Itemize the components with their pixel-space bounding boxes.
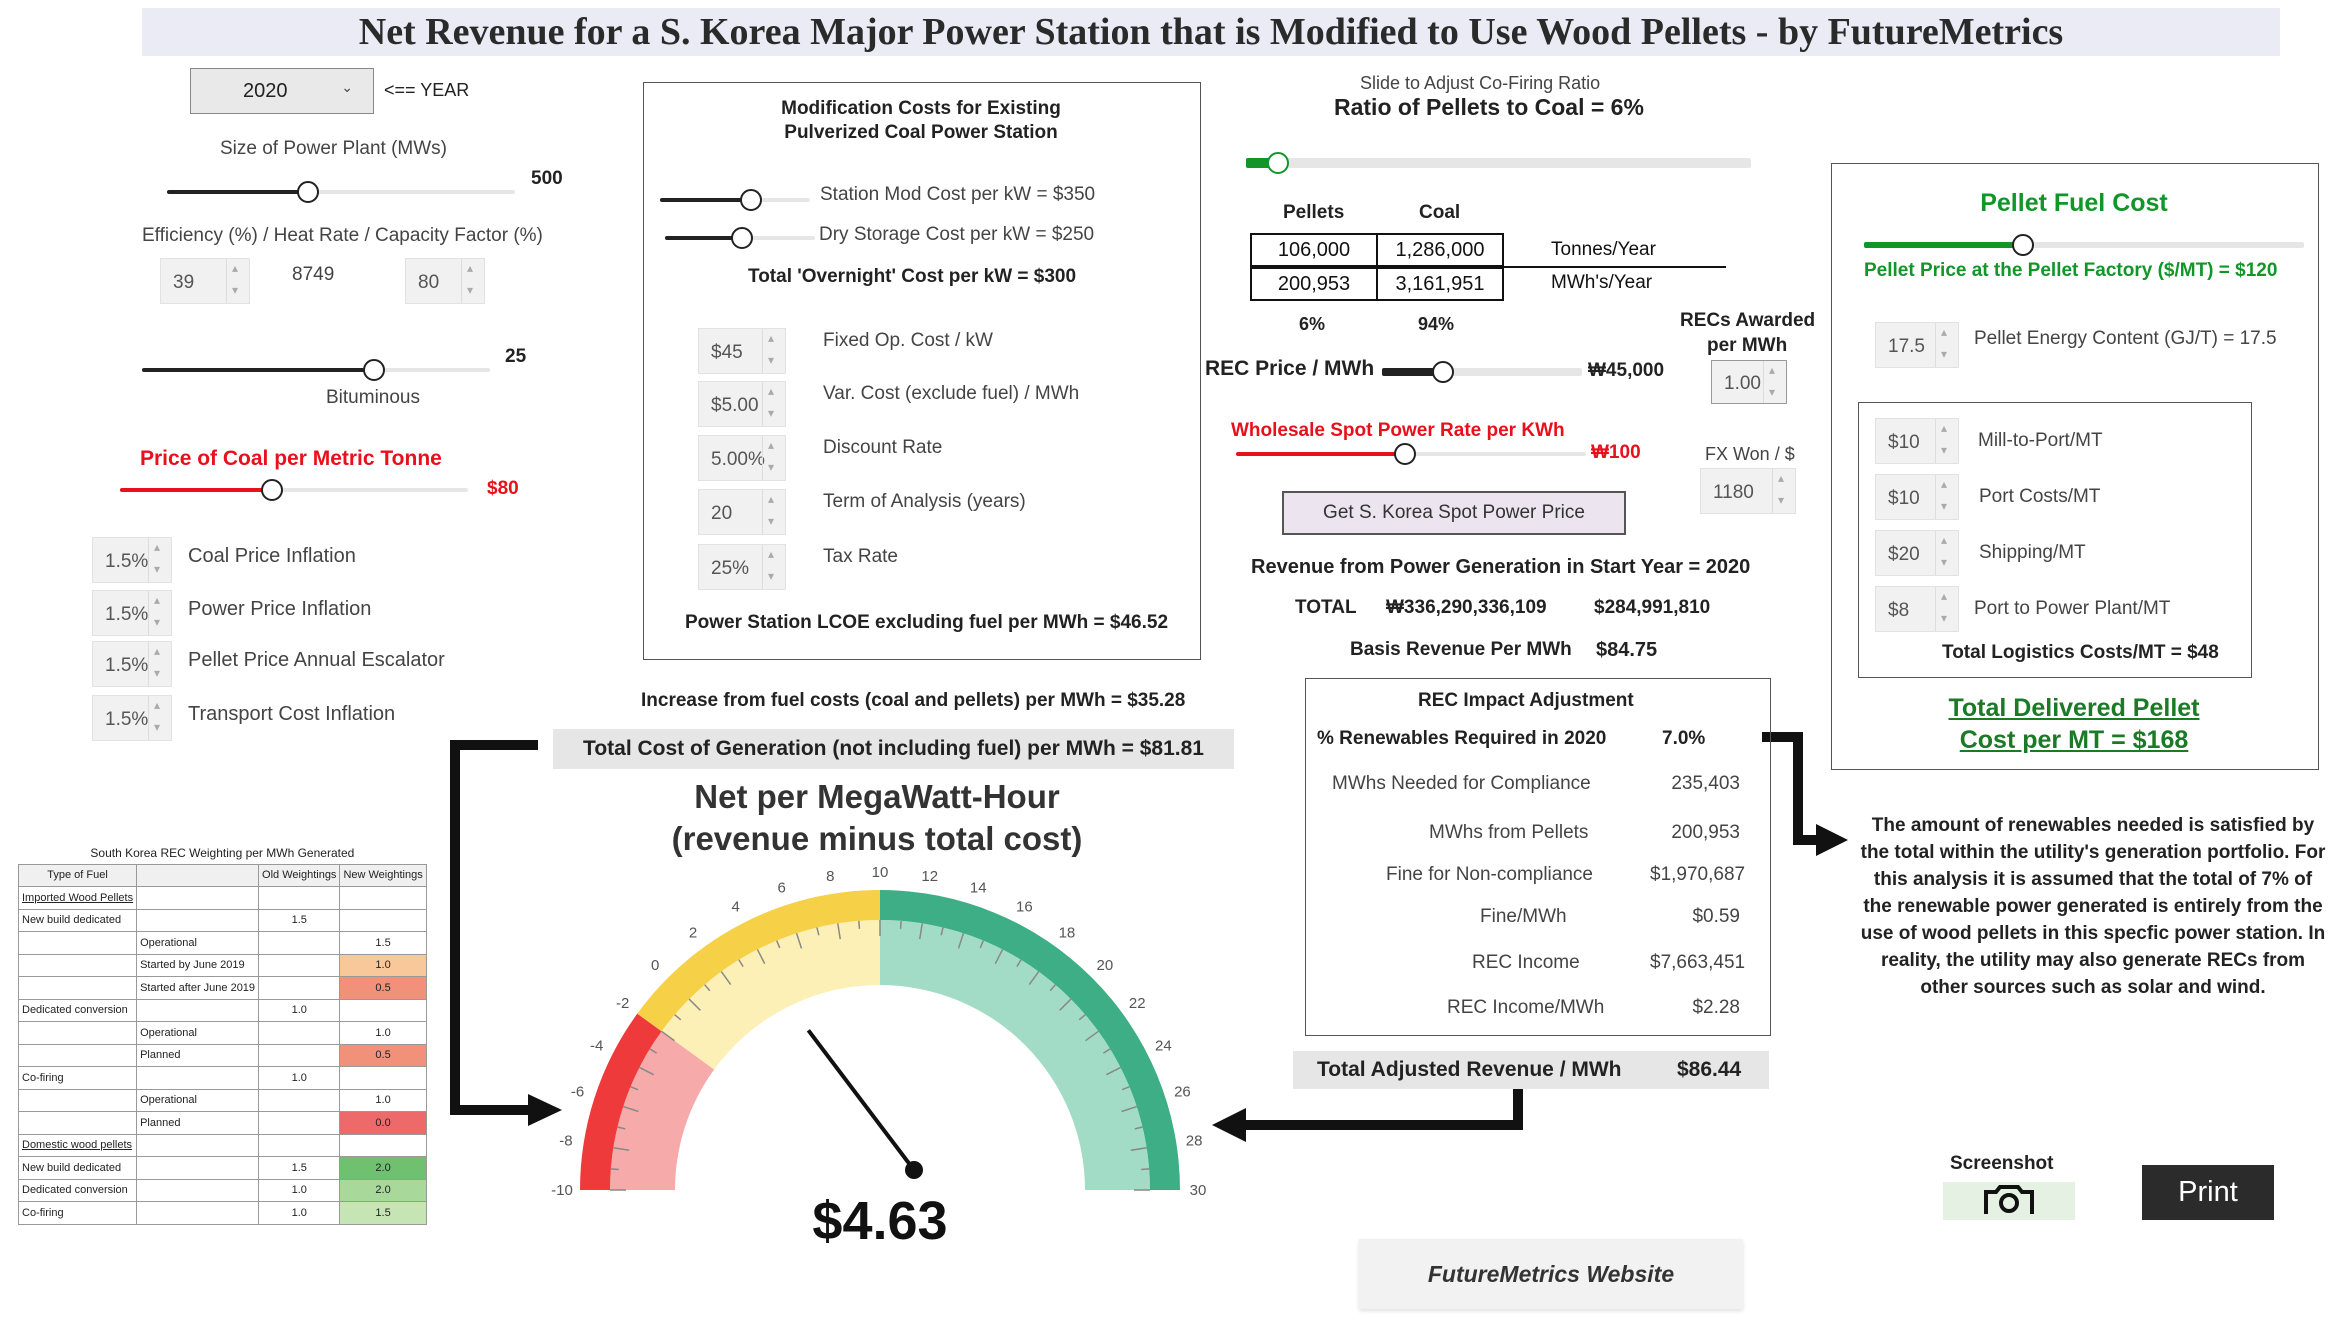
inflation-spinner[interactable]: 1.5% ▴ ▾	[92, 695, 172, 741]
rec-table-cell	[340, 999, 426, 1022]
rec-price-label: REC Price / MWh	[1205, 357, 1375, 380]
rec-table-row	[19, 1044, 427, 1067]
rec-table-row	[19, 1067, 427, 1090]
gauge-needle	[808, 1030, 914, 1170]
gauge-tick-label: 12	[921, 867, 939, 885]
efficiency-label: Efficiency (%) / Heat Rate / Capacity Factor (%)	[142, 225, 543, 246]
rec-table-row	[19, 1202, 427, 1225]
revenue-total-won: ₩336,290,336,109	[1386, 597, 1547, 618]
adjusted-revenue-value: $86.44	[1677, 1058, 1742, 1081]
logistics-spinner[interactable]: $8 ▴ ▾	[1875, 586, 1959, 632]
rec-table-cell: 1.0	[259, 999, 340, 1022]
rec-impact-value: 200,953	[1671, 822, 1740, 843]
pellet-title: Pellet Fuel Cost	[1980, 189, 2168, 217]
year-label: <== YEAR	[384, 80, 470, 100]
basis-revenue-value: $84.75	[1596, 639, 1658, 661]
overnight-cost: Total 'Overnight' Cost per kW = $300	[748, 266, 1077, 287]
fx-spinner[interactable]: 1180 ▴ ▾	[1700, 468, 1796, 514]
plant-size-value: 500	[531, 168, 563, 189]
arrow-cost-to-gauge	[440, 730, 580, 1130]
rec-impact-value: $0.59	[1692, 906, 1740, 927]
gauge-title-1: Net per MegaWatt-Hour	[694, 778, 1060, 815]
plant-size-label: Size of Power Plant (MWs)	[220, 138, 447, 159]
rec-table-cell: 1.0	[340, 954, 426, 977]
rec-table-cell: Planned	[137, 1112, 259, 1135]
rec-table-cell	[19, 1112, 137, 1135]
table-rule	[1500, 266, 1726, 268]
plant-size-slider[interactable]	[167, 190, 515, 194]
coal-price-slider[interactable]	[120, 488, 468, 492]
recs-label-1: RECs Awarded	[1680, 310, 1816, 331]
renewables-note: The amount of renewables needed is satisfied by the total within the utility's generation portfolio. For this analysis it is assumed that the total of 7% of the renewable power generated is entirely from the use of wood pellets in this specfic power station. In reality, the utility may also generate RECs from other sources such as solar and wind.	[1860, 815, 2326, 998]
gauge-tick-label: 24	[1154, 1037, 1172, 1055]
rec-table-row	[19, 1089, 427, 1112]
gauge-tick-label: -4	[589, 1037, 604, 1055]
adjusted-revenue	[1293, 1051, 1769, 1089]
rec-impact-label: Fine for Non-compliance	[1386, 864, 1593, 885]
coal-price-value: $80	[487, 478, 519, 499]
rec-table-cell: 0.5	[340, 977, 426, 1000]
rec-table-row	[19, 1179, 427, 1202]
revenue-total-usd: $284,991,810	[1594, 597, 1711, 618]
mod-param-spinner[interactable]: $5.00 ▴ ▾	[698, 381, 786, 427]
gauge-tick-label: 16	[1016, 898, 1033, 916]
rec-price-slider[interactable]	[1382, 368, 1582, 376]
rec-table-cell: 1.0	[340, 1089, 426, 1112]
total-cost-label: Total Cost of Generation (not including fuel) per MWh = $81.81	[553, 729, 1234, 769]
delivered-cost-2: Cost per MT = $168	[1959, 726, 2189, 754]
station-mod-slider[interactable]	[660, 198, 810, 202]
logistics-label: Shipping/MT	[1979, 542, 2086, 563]
fuel-increase-label: Increase from fuel costs (coal and pellets) per MWh = $35.28	[641, 690, 1186, 711]
gauge-tick-label: 14	[969, 879, 987, 897]
tonnes-label: Tonnes/Year	[1551, 239, 1656, 260]
print-button[interactable]: Print	[2142, 1165, 2274, 1220]
arrow-revenue-to-gauge	[1200, 1080, 1540, 1160]
mod-title-1: Modification Costs for Existing	[781, 98, 1061, 119]
inflation-spinner[interactable]: 1.5% ▴ ▾	[92, 537, 172, 583]
year-value: 2020	[243, 80, 288, 102]
mwh-label: MWh's/Year	[1551, 272, 1653, 293]
rec-table-cell: 2.0	[340, 1157, 426, 1180]
net-revenue-gauge	[540, 860, 1220, 1220]
mod-param-spinner[interactable]: 25% ▴ ▾	[698, 544, 786, 590]
rec-table-cell	[259, 1112, 340, 1135]
rec-table-header	[137, 864, 259, 887]
logistics-spinner[interactable]: $10 ▴ ▾	[1875, 418, 1959, 464]
coal-type-slider[interactable]	[142, 368, 490, 372]
gauge-tick	[859, 921, 860, 929]
cofire-ratio-slider[interactable]	[1246, 158, 1751, 168]
rec-table-cell: 1.0	[259, 1179, 340, 1202]
mod-param-spinner[interactable]: 20 ▴ ▾	[698, 489, 786, 535]
rec-table-row	[19, 932, 427, 955]
rec-impact-label: REC Income/MWh	[1447, 997, 1605, 1018]
rec-table-cell	[137, 1067, 259, 1090]
mod-param-label: Term of Analysis (years)	[823, 491, 1026, 512]
rec-table-cell	[259, 1134, 340, 1157]
renewables-label: % Renewables Required in 2020	[1317, 728, 1607, 749]
gauge-tick-label: 28	[1185, 1132, 1203, 1150]
rec-table-cell: Started after June 2019	[137, 977, 259, 1000]
rec-table-cell: 1.0	[340, 1022, 426, 1045]
rec-table-cell: New build dedicated	[19, 1157, 137, 1180]
rec-table-cell: Domestic wood pellets	[19, 1134, 137, 1157]
rec-table-cell	[137, 909, 259, 932]
logistics-total: Total Logistics Costs/MT = $48	[1942, 642, 2219, 663]
rec-table-row	[19, 977, 427, 1000]
capacity-factor-spinner[interactable]: 80 ▴ ▾	[405, 258, 485, 304]
rec-table-cell: 2.0	[340, 1179, 426, 1202]
rec-table-cell: New build dedicated	[19, 909, 137, 932]
rec-impact-value: $2.28	[1692, 997, 1740, 1018]
rec-table-cell	[259, 977, 340, 1000]
rec-table-cell	[137, 1179, 259, 1202]
rec-table-cell	[259, 954, 340, 977]
rec-table-cell: 1.5	[340, 932, 426, 955]
rec-table-cell: Operational	[137, 932, 259, 955]
gauge-tick-label: 18	[1058, 924, 1076, 942]
screenshot-button[interactable]	[1943, 1182, 2075, 1220]
gauge-tick	[1141, 1169, 1149, 1170]
adjusted-revenue-label: Total Adjusted Revenue / MWh	[1317, 1058, 1622, 1081]
pellet-price-slider[interactable]	[1864, 242, 2304, 248]
mod-param-label: Tax Rate	[823, 546, 898, 567]
recs-label-2: per MWh	[1707, 335, 1788, 356]
rec-table-cell	[19, 932, 137, 955]
inflation-label: Power Price Inflation	[188, 598, 372, 620]
revenue-heading: Revenue from Power Generation in Start Year = 2020	[1251, 556, 1751, 578]
gauge-tick-label: -8	[559, 1132, 573, 1150]
coal-type-label: Bituminous	[326, 387, 420, 408]
rec-table-row	[19, 999, 427, 1022]
efficiency-spinner[interactable]: 39 ▴ ▾	[160, 258, 250, 304]
rec-impact-value: $7,663,451	[1650, 952, 1746, 973]
heat-rate-value: 8749	[292, 264, 335, 285]
rec-table-cell: Co-firing	[19, 1202, 137, 1225]
pellet-mwh: 200,953	[1250, 267, 1378, 301]
gauge-tick-label: 6	[777, 879, 786, 897]
inflation-spinner[interactable]: 1.5% ▴ ▾	[92, 641, 172, 687]
rec-table-cell	[19, 1044, 137, 1067]
gauge-tick-label: -6	[570, 1083, 585, 1101]
mod-param-spinner[interactable]: 5.00% ▴ ▾	[698, 435, 786, 481]
rec-table-cell: 1.5	[259, 909, 340, 932]
spot-rate-slider[interactable]	[1236, 452, 1586, 456]
rec-impact-label: MWhs from Pellets	[1429, 822, 1589, 843]
gauge-tick-label: 2	[688, 924, 698, 942]
inflation-label: Coal Price Inflation	[188, 545, 356, 567]
logistics-label: Port Costs/MT	[1979, 486, 2101, 507]
mod-param-label: Discount Rate	[823, 437, 943, 458]
logistics-spinner[interactable]: $10 ▴ ▾	[1875, 474, 1959, 520]
fx-label: FX Won / $	[1705, 444, 1795, 464]
rec-table-cell	[340, 1067, 426, 1090]
gauge-tick	[611, 1169, 619, 1170]
basis-revenue-label: Basis Revenue Per MWh	[1350, 639, 1572, 660]
logistics-label: Port to Power Plant/MT	[1974, 598, 2171, 619]
pellet-energy-spinner[interactable]: 17.5 ▴ ▾	[1875, 322, 1959, 368]
chevron-down-icon: ⌄	[341, 79, 353, 95]
delivered-cost-1: Total Delivered Pellet	[1948, 694, 2200, 722]
rec-table-cell: 0.0	[340, 1112, 426, 1135]
page-title: Net Revenue for a S. Korea Major Power Station that is Modified to Use Wood Pellets - by FutureMetrics	[142, 8, 2280, 56]
rec-table-cell	[340, 1134, 426, 1157]
rec-table-cell	[340, 909, 426, 932]
gauge-title-2: (revenue minus total cost)	[671, 820, 1083, 857]
gauge-tick-label: 0	[650, 957, 660, 975]
station-mod-label: Station Mod Cost per kW = $350	[820, 184, 1096, 205]
camera-icon	[1974, 1184, 2044, 1218]
col-pellets: Pellets	[1283, 202, 1345, 223]
coal-price-label: Price of Coal per Metric Tonne	[140, 447, 442, 470]
rec-impact-label: REC Income	[1472, 952, 1580, 973]
rec-table-cell	[137, 1134, 259, 1157]
gauge-tick-label: 20	[1096, 957, 1114, 975]
rec-table-cell: Started by June 2019	[137, 954, 259, 977]
inflation-spinner[interactable]: 1.5% ▴ ▾	[92, 590, 172, 636]
rec-impact-label: Fine/MWh	[1480, 906, 1567, 927]
gauge-tick-label: 10	[871, 864, 889, 881]
gauge-tick-label: -2	[616, 995, 630, 1013]
gauge-tick-label: 26	[1174, 1083, 1191, 1101]
get-spot-price-button[interactable]: Get S. Korea Spot Power Price	[1282, 491, 1626, 535]
rec-table-cell	[19, 954, 137, 977]
rec-table-header: Type of Fuel	[19, 864, 137, 887]
mod-param-label: Var. Cost (exclude fuel) / MWh	[823, 383, 1080, 404]
rec-table-row	[19, 909, 427, 932]
rec-table-cell	[137, 1157, 259, 1180]
rec-table-cell	[137, 999, 259, 1022]
rec-impact-title: REC Impact Adjustment	[1418, 690, 1634, 711]
rec-impact-value: 235,403	[1671, 773, 1740, 794]
mod-param-label: Fixed Op. Cost / kW	[823, 330, 993, 351]
rec-table-cell	[259, 887, 340, 910]
rec-table-cell	[19, 977, 137, 1000]
rec-table-cell: 1.5	[259, 1157, 340, 1180]
year-dropdown[interactable]	[190, 68, 374, 114]
revenue-total-label: TOTAL	[1295, 597, 1357, 618]
rec-table-cell: 0.5	[340, 1044, 426, 1067]
gauge-tick-label: -10	[551, 1182, 573, 1199]
coal-type-value: 25	[505, 346, 527, 367]
gauge-tick-label: 30	[1189, 1182, 1207, 1199]
rec-table-cell	[340, 887, 426, 910]
lcoe-label: Power Station LCOE excluding fuel per MWh = $46.52	[685, 612, 1169, 633]
rec-table-cell	[19, 1022, 137, 1045]
rec-table-cell	[259, 1089, 340, 1112]
rec-table-cell: 1.0	[259, 1202, 340, 1225]
spot-rate-value: ₩100	[1591, 442, 1641, 463]
pellet-tonnes: 106,000	[1250, 233, 1378, 267]
gauge-tick-label: 8	[826, 867, 835, 885]
rec-table-cell: Imported Wood Pellets	[19, 887, 137, 910]
rec-table-cell	[259, 932, 340, 955]
rec-price-value: ₩45,000	[1588, 360, 1665, 381]
rec-impact-label: MWhs Needed for Compliance	[1332, 773, 1591, 794]
mod-title-2: Pulverized Coal Power Station	[784, 122, 1058, 143]
inflation-label: Pellet Price Annual Escalator	[188, 649, 445, 671]
gauge-tick	[901, 921, 902, 929]
futuremetrics-website-button[interactable]: FutureMetrics Website	[1359, 1239, 1743, 1309]
rec-table-row	[19, 1022, 427, 1045]
coal-tonnes: 1,286,000	[1376, 233, 1504, 267]
rec-table-cell: Co-firing	[19, 1067, 137, 1090]
rec-table-header: Old Weightings	[259, 864, 340, 887]
rec-table-row	[19, 954, 427, 977]
rec-table-header: New Weightings	[340, 864, 426, 887]
spot-rate-label: Wholesale Spot Power Rate per KWh	[1231, 420, 1565, 441]
rec-table-row	[19, 1134, 427, 1157]
rec-table-cell: 1.0	[259, 1067, 340, 1090]
col-coal: Coal	[1419, 202, 1461, 223]
rec-table-row	[19, 887, 427, 910]
pellet-pct: 6%	[1299, 314, 1326, 334]
rec-table-cell	[137, 1202, 259, 1225]
renewables-value: 7.0%	[1662, 728, 1706, 749]
cofire-ratio: Ratio of Pellets to Coal = 6%	[1334, 94, 1644, 120]
logistics-spinner[interactable]: $20 ▴ ▾	[1875, 530, 1959, 576]
gauge-tick-label: 4	[731, 898, 740, 916]
pellet-energy-label: Pellet Energy Content (GJ/T) = 17.5	[1974, 328, 2277, 349]
dry-storage-slider[interactable]	[665, 236, 815, 240]
coal-pct: 94%	[1418, 314, 1455, 334]
dry-storage-label: Dry Storage Cost per kW = $250	[819, 224, 1095, 245]
rec-table-row	[19, 1157, 427, 1180]
rec-table-cell: 1.5	[340, 1202, 426, 1225]
rec-table-title: South Korea REC Weighting per MWh Generated	[90, 845, 355, 860]
gauge-value: $4.63	[812, 1191, 948, 1251]
rec-table-cell: Dedicated conversion	[19, 999, 137, 1022]
mod-param-spinner[interactable]: $45 ▴ ▾	[698, 328, 786, 374]
rec-table-cell: Operational	[137, 1089, 259, 1112]
rec-table-cell	[259, 1022, 340, 1045]
rec-table-cell	[259, 1044, 340, 1067]
cofire-slide-label: Slide to Adjust Co-Firing Ratio	[1360, 73, 1601, 93]
coal-mwh: 3,161,951	[1376, 267, 1504, 301]
rec-table-cell: Operational	[137, 1022, 259, 1045]
recs-spinner[interactable]: 1.00 ▴ ▾	[1711, 360, 1787, 404]
gauge-tick-label: 22	[1128, 995, 1146, 1013]
inflation-label: Transport Cost Inflation	[188, 703, 396, 725]
rec-table-cell: Dedicated conversion	[19, 1179, 137, 1202]
logistics-label: Mill-to-Port/MT	[1978, 430, 2103, 451]
pellet-price-label: Pellet Price at the Pellet Factory ($/MT) = $120	[1864, 260, 2278, 281]
rec-table-cell	[137, 887, 259, 910]
rec-table-row	[19, 1112, 427, 1135]
screenshot-label: Screenshot	[1950, 1153, 2054, 1174]
rec-impact-value: $1,970,687	[1650, 864, 1746, 885]
rec-table-cell	[19, 1089, 137, 1112]
gauge-needle-hub	[905, 1161, 923, 1179]
rec-table-cell: Planned	[137, 1044, 259, 1067]
rec-weighting-table	[18, 842, 424, 1225]
